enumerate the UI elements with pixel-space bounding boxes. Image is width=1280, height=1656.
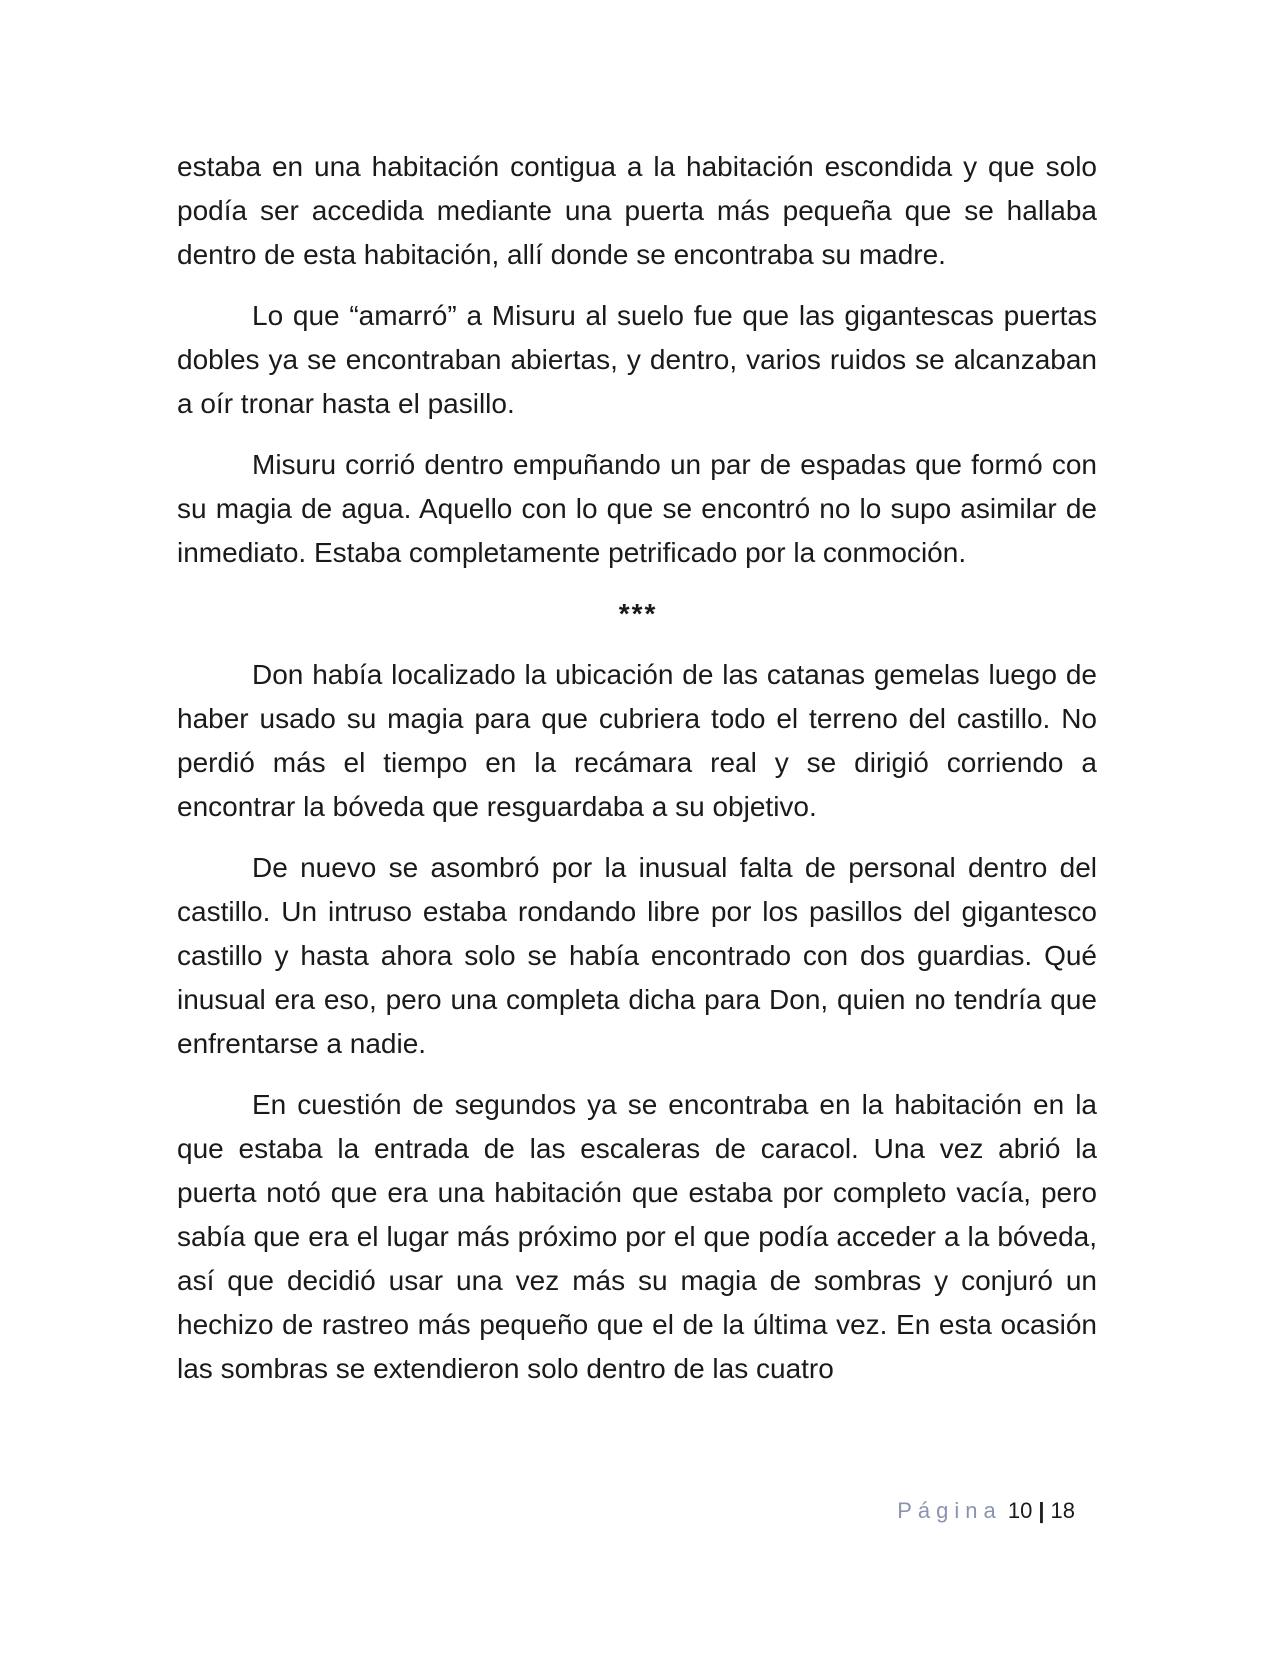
page-label: Página [897, 1498, 1002, 1523]
paragraph-2: Lo que “amarró” a Misuru al suelo fue que las gigantescas puertas dobles ya se encontraban abiertas, y dentro, varios ruidos se alcanzaban a oír tronar hasta el pasillo. [177, 300, 1097, 419]
paragraph-1: estaba en una habitación contigua a la habitación escondida y que solo podía ser accedida mediante una puerta más pequeña que se hallaba dentro de esta habitación, allí donde se encontraba su madre. [177, 151, 1097, 270]
body-text [177, 145, 1097, 1408]
scene-separator: *** [617, 598, 657, 629]
current-page-number: 10 [1007, 1498, 1033, 1523]
paragraph-4: Don había localizado la ubicación de las catanas gemelas luego de haber usado su magia para que cubriera todo el terreno del castillo. No perdió más el tiempo en la recámara real y se dirigió corriendo a encontrar la bóveda que resguardaba a su objetivo. [177, 659, 1097, 822]
paragraph-6: En cuestión de segundos ya se encontraba en la habitación en la que estaba la entrada de las escaleras de caracol. Una vez abrió la puerta notó que era una habitación que estaba por completo vacía, pero sabía que era el lugar más próximo por el que podía acceder a la bóveda, así que decidió usar una vez más su magia de sombras y conjuró un hechizo de rastreo más pequeño que el de la última vez. En esta ocasión las sombras se extendieron solo dentro de las cuatro [177, 1089, 1097, 1384]
page-footer [897, 1498, 1075, 1524]
page-divider: | [1038, 1498, 1045, 1523]
total-pages-number: 18 [1050, 1498, 1075, 1523]
paragraph-3: Misuru corrió dentro empuñando un par de espadas que formó con su magia de agua. Aquello con lo que se encontró no lo supo asimilar de inmediato. Estaba completamente petrificado por la conmoción. [177, 449, 1097, 568]
paragraph-5: De nuevo se asombró por la inusual falta de personal dentro del castillo. Un intruso estaba rondando libre por los pasillos del gigantesco castillo y hasta ahora solo se había encontrado con dos guardias. Qué inusual era eso, pero una completa dicha para Don, quien no tendría que enfrentarse a nadie. [177, 852, 1097, 1059]
